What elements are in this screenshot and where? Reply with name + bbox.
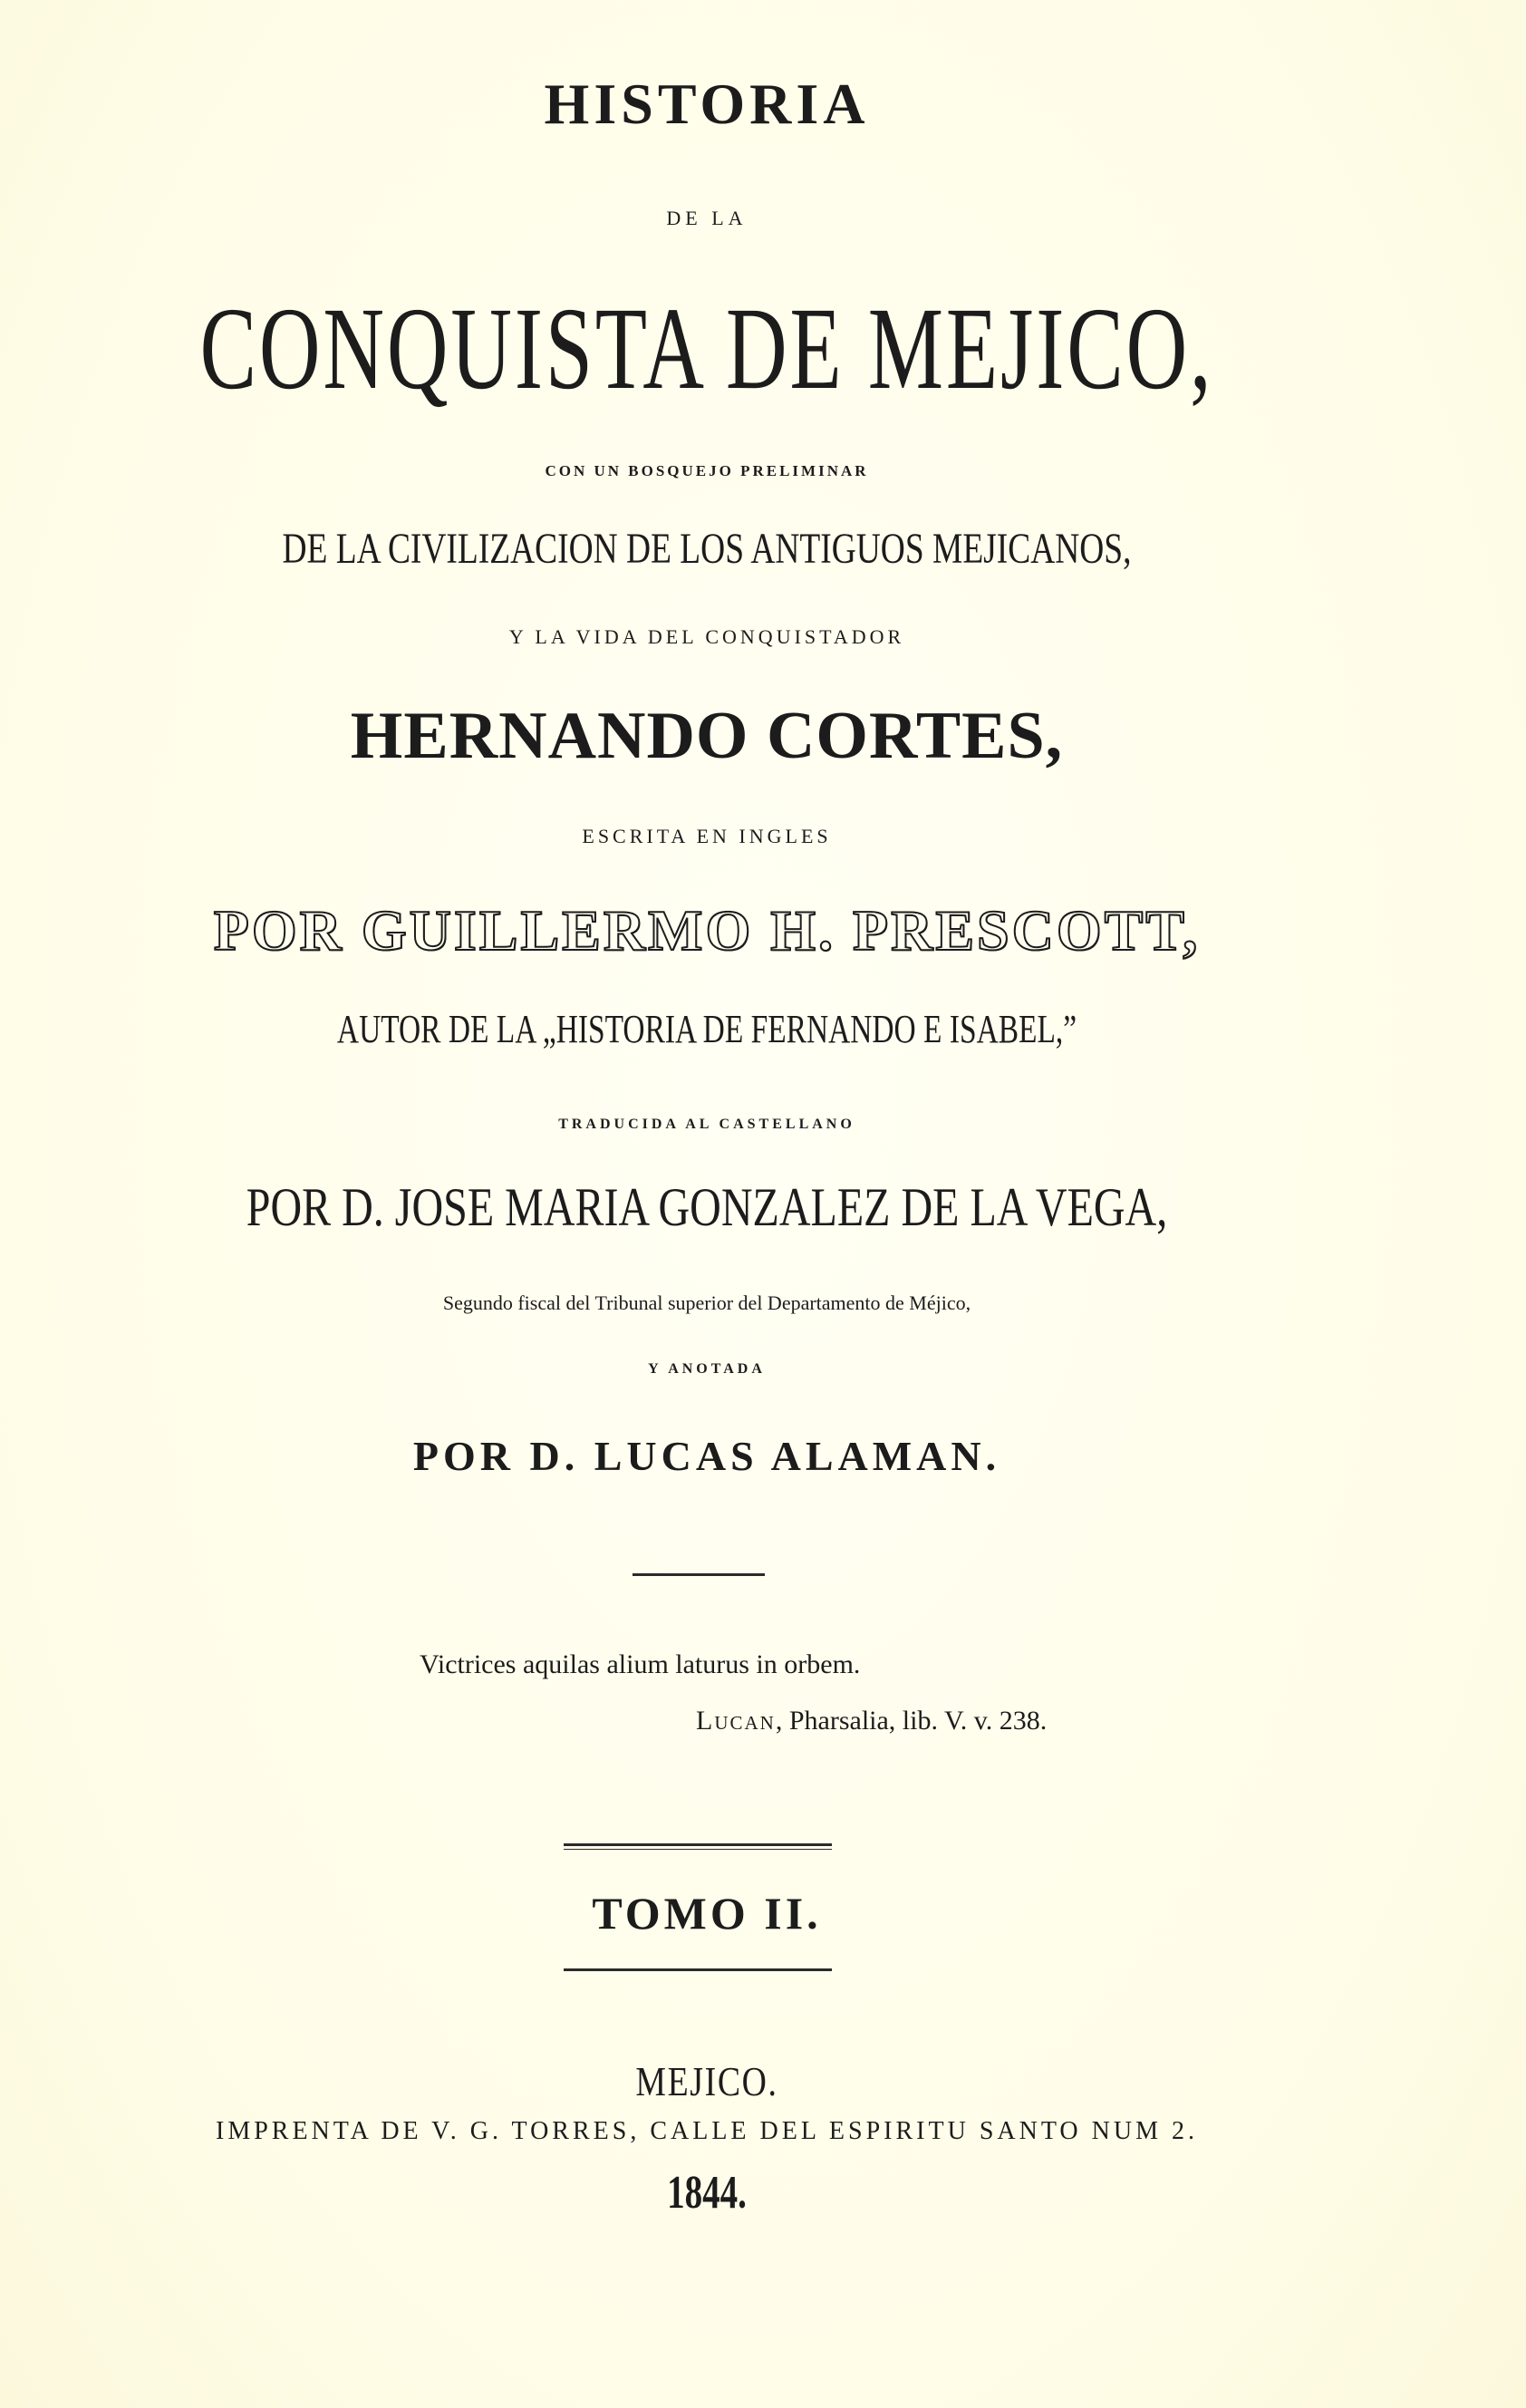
tomo-rule-top [564, 1843, 832, 1846]
annotated-label: Y ANOTADA [648, 1361, 766, 1377]
book-title: CONQUISTA DE MEJICO, [199, 284, 1214, 414]
divider-rule [633, 1573, 765, 1576]
subtitle-vida: Y LA VIDA DEL CONQUISTADOR [508, 625, 905, 648]
annotator-name: POR D. LUCAS ALAMAN. [412, 1433, 1001, 1479]
author-name: POR GUILLERMO H. PRESCOTT, [213, 898, 1201, 962]
imprint-city: MEJICO. [635, 2058, 778, 2104]
epigraph-source: , Pharsalia, lib. V. v. 238. [775, 1706, 1048, 1736]
translator-name: POR D. JOSE MARIA GONZALEZ DE LA VEGA, [246, 1177, 1168, 1237]
subtitle-bosquejo: CON UN BOSQUEJO PRELIMINAR [545, 462, 869, 479]
imprint-year: 1844. [667, 2167, 747, 2219]
translator-title: Segundo fiscal del Tribunal superior del Departamento de Méjico, [442, 1291, 971, 1314]
heading-de-la: DE LA [666, 207, 748, 229]
translated-label: TRADUCIDA AL CASTELLANO [558, 1117, 855, 1132]
subtitle-civilizacion: DE LA CIVILIZACION DE LOS ANTIGUOS MEJICANOS, [282, 525, 1132, 573]
author-credentials: AUTOR DE LA „HISTORIA DE FERNANDO E ISABEL,” [336, 1007, 1077, 1051]
written-in-english: ESCRITA EN INGLES [582, 825, 832, 847]
tomo-rule-bottom [564, 1968, 832, 1971]
subject-name: HERNANDO CORTES, [350, 699, 1064, 773]
tomo-rule-top-thin [564, 1849, 832, 1850]
imprint-printer: IMPRENTA DE V. G. TORRES, CALLE DEL ESPIRITU SANTO NUM 2. [216, 2117, 1198, 2145]
heading-historia: HISTORIA [544, 72, 870, 136]
volume-number: TOMO II. [592, 1888, 822, 1939]
epigraph-citation [696, 1706, 1047, 1736]
epigraph-quote: Victrices aquilas alium laturus in orbem. [420, 1649, 861, 1679]
epigraph-author: Lucan [696, 1706, 776, 1736]
